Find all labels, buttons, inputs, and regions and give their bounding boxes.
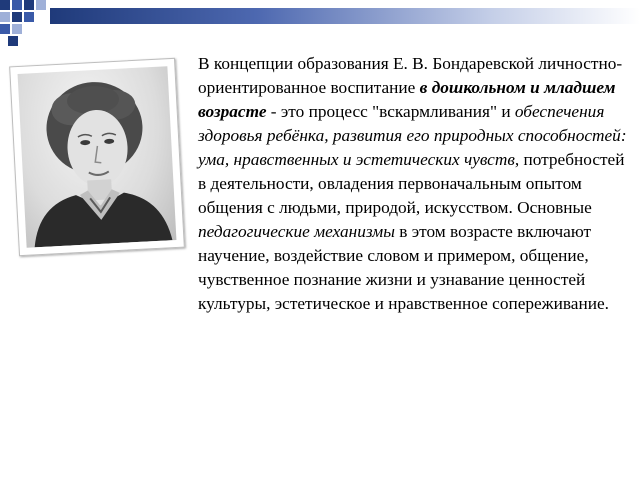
text-segment-italic: педагогические механизмы — [198, 222, 395, 241]
text-segment: , потребностей в деятельности, овладения первоначальным опытом общения с людьми, природой, искусством. Основные — [198, 150, 625, 217]
decor-square — [12, 12, 22, 22]
decor-square — [0, 0, 10, 10]
portrait-photo — [18, 66, 177, 248]
decor-square — [12, 0, 22, 10]
decor-square — [0, 12, 10, 22]
portrait-illustration — [18, 66, 177, 248]
text-segment: В концепции образования Е. В. Бондаревской личностно-ориентированное воспитание — [198, 54, 623, 97]
text-segment: в этом возрасте включают научение, воздействие словом и примером, общение, чувственное познание жизни и узнавание ценностей культуры, эстетическое и нравственное сопереживание. — [198, 222, 609, 313]
decor-square — [12, 24, 22, 34]
decor-square — [36, 0, 46, 10]
decor-square — [8, 36, 18, 46]
text-segment: - это процесс "вскармливания" и — [266, 102, 515, 121]
text-segment-bold-italic: в дошкольном и младшем возрасте — [198, 78, 616, 121]
decor-square — [24, 12, 34, 22]
decor-gradient-bar — [50, 8, 640, 24]
decorative-header — [0, 0, 640, 40]
text-segment-italic: обеспечения здоровья ребёнка, развития его природных способностей: ума, нравственных и эстетических чувств — [198, 102, 627, 169]
decor-square — [24, 0, 34, 10]
portrait-frame — [9, 58, 185, 256]
main-paragraph — [198, 52, 628, 316]
decor-square — [0, 24, 10, 34]
